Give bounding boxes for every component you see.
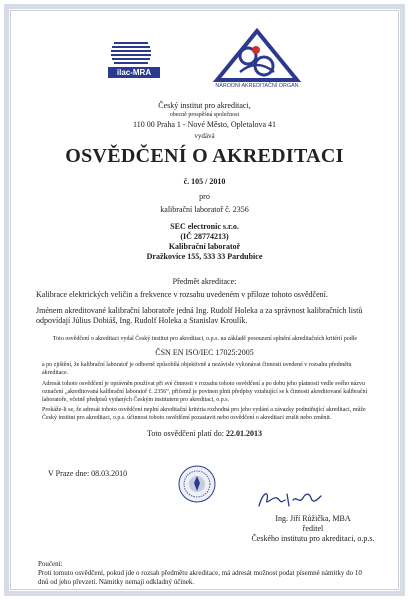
company-name: SEC electronic s.r.o. (170, 222, 239, 231)
competence-paragraph: a po zjištění, že kalibrační laboratoř je odborně způsobilá objektivně a nezávisle vykonávat činnosti uvedené v rozsahu předmětu akreditace. (42, 362, 352, 376)
notice-label: Poučení: (38, 560, 63, 568)
issuer-type: obecně prospěšná společnost (169, 112, 240, 118)
subject-label: Předmět akreditace: (172, 277, 237, 286)
official-seal (178, 465, 216, 503)
signatory-name: Ing. Jiří Růžička, MBA (275, 514, 351, 523)
company-ic: (IČ 28774213) (180, 232, 229, 241)
issuer-address: 110 00 Praha 1 - Nové Město, Opletalova 41 (132, 120, 276, 129)
persons-text: Jménem akreditované kalibrační laboratoře jedná Ing. Rudolf Holeka a za správnost kalibračních listů odpovídají Július Dobiáš, Ing. Rudolf Holeka a Stanislav Kroulík. (36, 306, 363, 325)
company-address: Dražkovice 155, 533 33 Pardubice (146, 252, 263, 261)
subject-text: Kalibrace elektrických veličin a frekvence v rozsahu uvedeném v příloze tohoto osvědčení. (36, 290, 328, 299)
assessment-paragraph: Toto osvědčení o akreditaci vydal Český institut pro akreditaci, o.p.s. na základě posouzení splnění akreditačních kritérií podle (52, 336, 358, 342)
certificate-number: č. 105 / 2010 (183, 177, 226, 186)
ilac-mra-text: ilac-MRA (116, 68, 152, 77)
rights-paragraph: Adresát tohoto osvědčení je oprávněn používat při své činnosti v rozsahu tohoto osvědčení a po dobu jeho platnosti vedle svého názvu označení „akreditovaná kalibrační laboratoř č. 2356“, přičemž je povinen plnit předpisy vztahující se k činnosti akreditované kalibrační laboratoře, včetně předpisů vydaných Českým institutem pro akreditaci, o.p.s. (42, 381, 368, 403)
standard-reference: ČSN EN ISO/IEC 17025:2005 (155, 348, 254, 357)
handwritten-signature (255, 488, 325, 510)
signatory-role: ředitel (302, 524, 324, 533)
revocation-paragraph: Prokáže-li se, že adresát tohoto osvědčení neplní akreditační kritéria rozhodná pro jeho vydání a závazky podmiňující akreditaci, může Český institut pro akreditaci, o.p.s. účinnost tohoto osvědčení pozastavit nebo osvědčení o akreditaci zrušit nebo změnit. (42, 407, 366, 421)
company-lab: Kalibrační laboratoř (168, 242, 241, 251)
lab-number-line: kalibrační laboratoř č. 2356 (160, 205, 249, 214)
ilac-mra-logo (108, 38, 160, 82)
signatory-organization: Českého institutu pro akreditaci, o.p.s. (251, 534, 375, 543)
validity-date: 22.01.2013 (225, 429, 262, 438)
cai-logo-text: NÁRODNÍ AKREDITAČNÍ ORGÁN (215, 83, 299, 89)
notice-text: Proti tomuto osvědčení, pokud jde o rozsah předmětu akreditace, má adresát možnost podat písemné námitky do 10 dnů od jeho převzetí. Námitky nemají odkladný účinek. (38, 569, 362, 586)
document-title: OSVĚDČENÍ O AKREDITACI (65, 145, 344, 167)
validity-line (0, 429, 409, 439)
for-word: pro (199, 192, 210, 201)
validity-label: Toto osvědčení platí do: (147, 429, 226, 438)
issuer-name: Český institut pro akreditaci, (158, 101, 251, 110)
issued-word: vydává (194, 132, 215, 140)
place-and-date: V Praze dne: 08.03.2010 (48, 469, 128, 478)
cai-logo (212, 28, 302, 90)
